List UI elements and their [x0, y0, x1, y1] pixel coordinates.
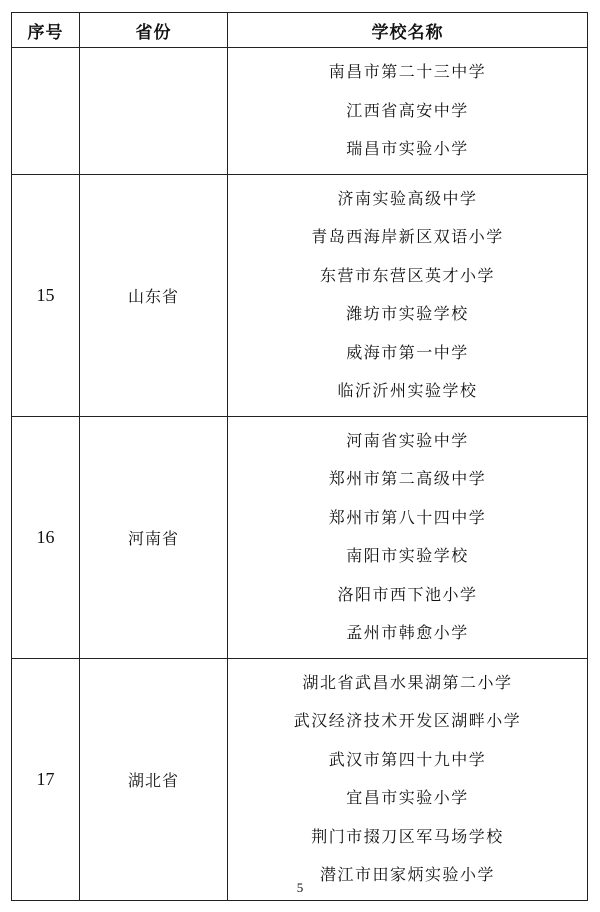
school-table: [11, 12, 588, 901]
province-name: 山东省: [80, 174, 228, 416]
header-school: 学校名称: [228, 13, 588, 48]
table-header-row: [12, 13, 588, 48]
header-no: 序号: [12, 13, 80, 48]
school-cell: [228, 48, 588, 175]
school-name: 潜江市田家炳实验小学: [319, 865, 495, 884]
header-province: 省份: [80, 13, 228, 48]
school-name: 威海市第一中学: [346, 342, 469, 362]
school-list: [228, 417, 587, 658]
school-list: [228, 659, 587, 900]
school-name: 郑州市第二高级中学: [328, 469, 487, 488]
province-name: 河南省: [80, 416, 228, 658]
page-number: 5: [296, 880, 304, 895]
school-name: 孟州市韩愈小学: [346, 623, 469, 642]
school-name: 武汉经济技术开发区湖畔小学: [293, 711, 522, 730]
school-name: 宜昌市实验小学: [346, 788, 469, 807]
school-name: 临沂沂州实验学校: [337, 381, 478, 400]
school-list: [228, 175, 587, 416]
school-list: [228, 48, 587, 174]
table-row-group-henan: [12, 416, 588, 658]
school-name: 南阳市实验学校: [346, 546, 469, 565]
school-name: 郑州市第八十四中学: [328, 507, 487, 527]
row-number: 16: [12, 416, 80, 658]
row-number: 17: [12, 658, 80, 900]
school-name: 济南实验高级中学: [337, 188, 478, 208]
table-row-group-jiangxi: [12, 48, 588, 175]
table-row-group-shandong: [12, 174, 588, 416]
table-row-group-hubei: [12, 658, 588, 900]
row-number: 15: [12, 174, 80, 416]
school-cell: [228, 416, 588, 658]
school-name: 潍坊市实验学校: [346, 304, 469, 323]
school-name: 江西省高安中学: [346, 100, 469, 120]
school-name: 瑞昌市实验小学: [346, 139, 469, 158]
school-name: 荆门市掇刀区军马场学校: [311, 826, 504, 846]
row-number: [12, 48, 80, 175]
school-name: 武汉市第四十九中学: [328, 749, 487, 769]
school-name: 洛阳市西下池小学: [337, 584, 478, 604]
school-cell: [228, 174, 588, 416]
province-name: 湖北省: [80, 658, 228, 900]
school-cell: [228, 658, 588, 900]
school-name: 湖北省武昌水果湖第二小学: [302, 672, 513, 692]
school-name: 青岛西海岸新区双语小学: [311, 227, 504, 246]
school-name: 东营市东营区英才小学: [319, 265, 495, 285]
province-name: [80, 48, 228, 175]
school-name: 河南省实验中学: [346, 430, 469, 450]
school-name: 南昌市第二十三中学: [328, 62, 487, 81]
school-list-page: [11, 12, 587, 901]
